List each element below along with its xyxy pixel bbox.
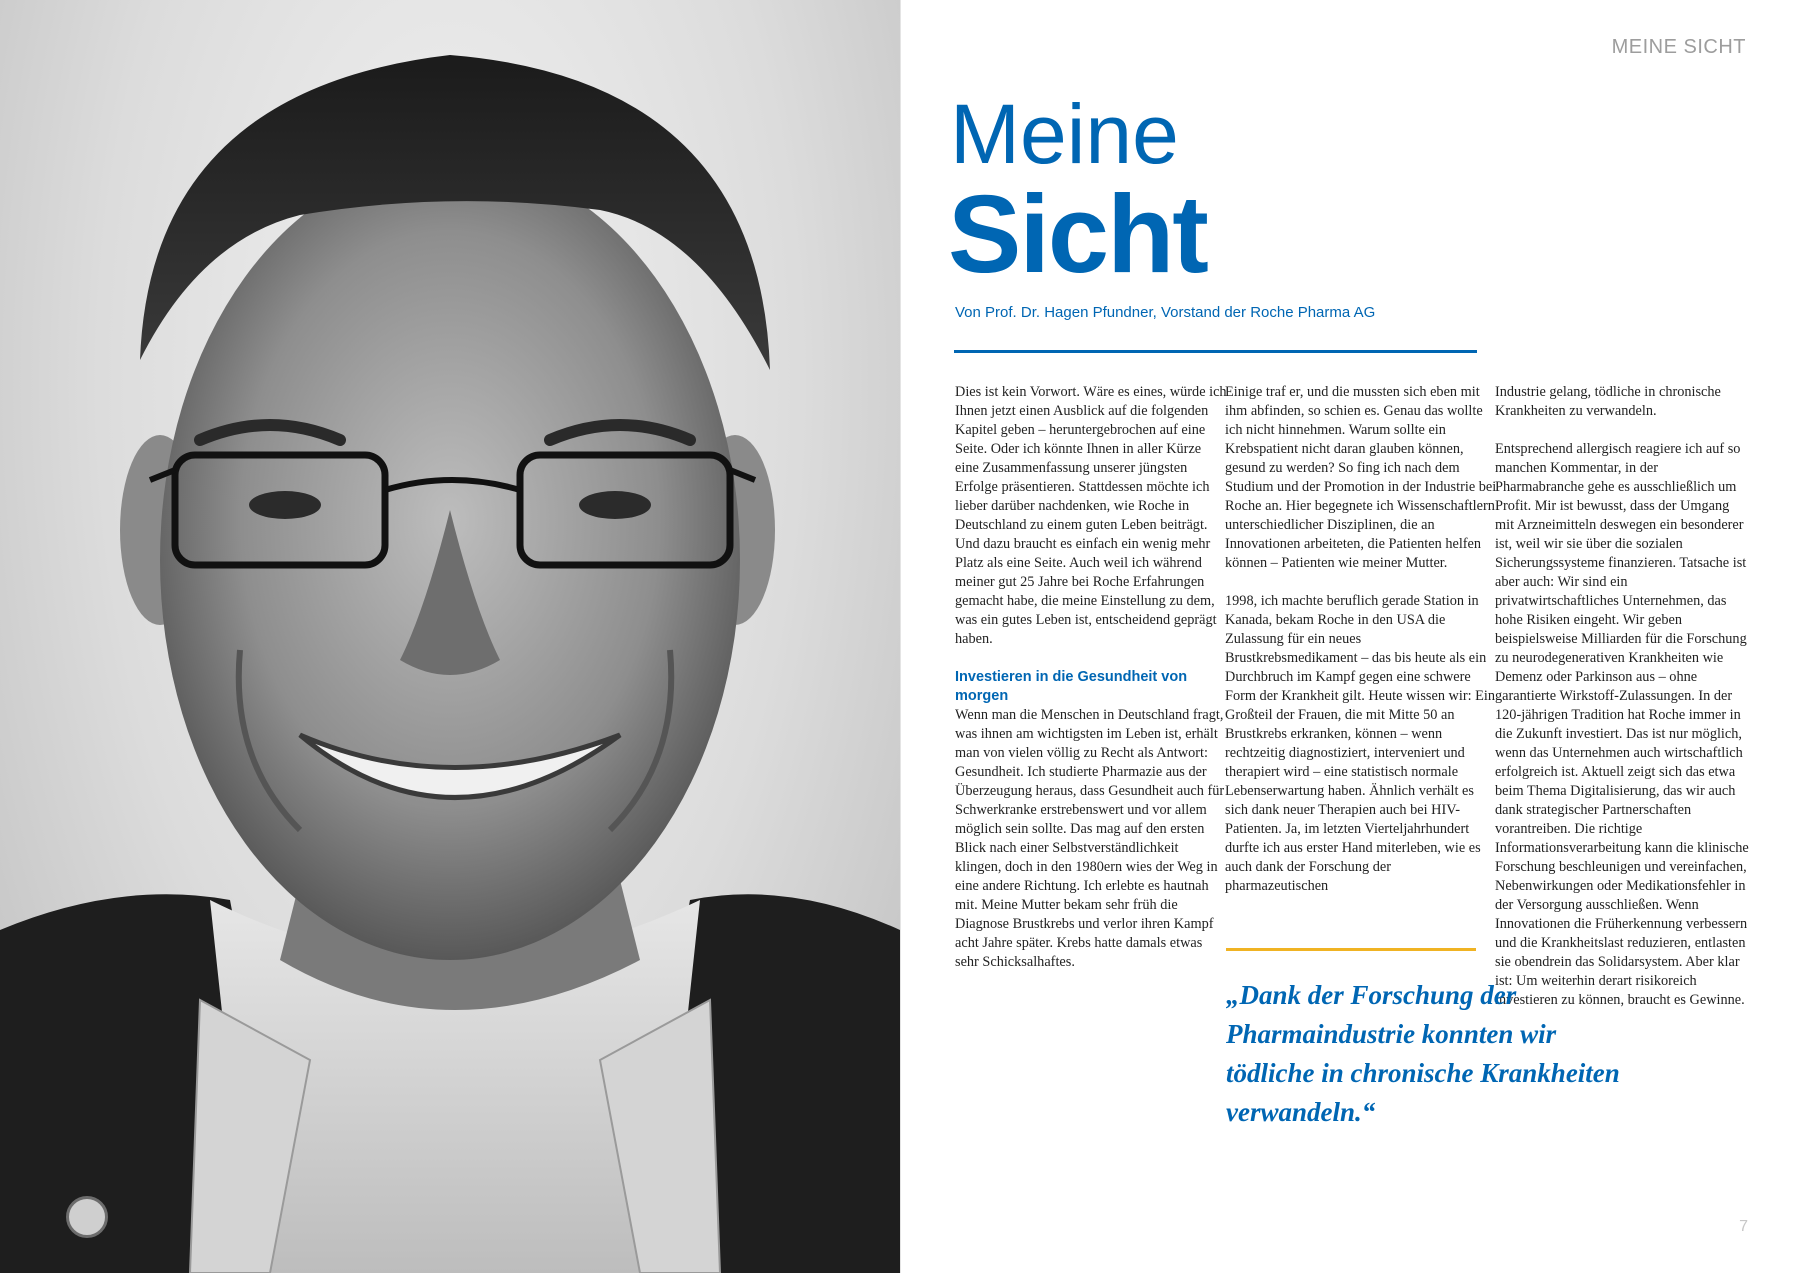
article-column-3 (1495, 383, 1750, 1029)
pull-quote: „Dank der Forschung der Pharmaindustrie konnten wir tödliche in chronische Krankheiten verwandeln.“ (1226, 980, 1620, 1127)
lapel-pin-icon (66, 1196, 108, 1238)
subheading: Investieren in die Gesundheit von morgen (955, 669, 1188, 704)
paragraph: 1998, ich machte beruflich gerade Station in Kanada, bekam Roche in den USA die Zulassung für ein neues Brustkrebsmedikament – das bis heute als ein Durchbruch im Kampf gegen eine schwere Form der Krankheit gilt. Heute wissen wir: Ein Großteil der Frauen, die mit Mitte 50 an Brustkrebs erkranken, können – wenn rechtzeitig diagnostiziert, interveniert und therapiert wird – eine statistisch normale Lebenserwartung haben. Ähnlich verhält es sich dank neuer Therapien auch bei HIV-Patienten. Ja, im letzten Vierteljahrhundert durfte ich aus erster Hand miterleben, wie es auch dank der Forschung der pharmazeutischen (1225, 593, 1496, 894)
paragraph: Entsprechend allergisch reagiere ich auf so manchen Kommentar, in der Pharmabranche gehe es ausschließlich um Profit. Mir ist bewusst, dass der Umgang mit Arzneimitteln deswegen ein besonderer ist, weil wir sie über die sozialen Sicherungssysteme finanzieren. Tatsache ist aber auch: Wir sind ein privatwirtschaftliches Unternehmen, das hohe Risiken eingeht. Wir geben beispielsweise Milliarden für die Forschung zu neurodegenerativen Krankheiten wie Demenz oder Parkinson aus – ohne garantierte Wirkstoff-Zulassungen. In der 120-jährigen Tradition hat Roche immer in die Zukunft investiert. Das ist nur möglich, wenn das Unternehmen auch wirtschaftlich erfolgreich ist. Aktuell zeigt sich das etwa beim Thema Digitalisierung, das wir auch dank strategischer Partnerschaften vorantreiben. Die richtige Informationsverarbeitung kann die klinische Forschung beschleunigen und vereinfachen, Nebenwirkungen oder Medikationsfehler in der Versorgung ausschließen. Wenn Innovationen die Früherkennung verbessern und die Krankheitslast reduzieren, entlasten sie obendrein das Solidarsystem. Aber klar ist: Um weiterhin derart risikoreich investieren zu können, braucht es Gewinne. (1495, 441, 1749, 1008)
paragraph: Einige traf er, und die mussten sich eben mit ihm abfinden, so schien es. Genau das wollte ich nicht hinnehmen. Warum sollte ein Krebspatient nicht daran glauben können, gesund zu werden? So fing ich nach dem Studium und der Promotion in der Industrie bei Roche an. Hier begegnete ich Wissenschaftlern unterschiedlicher Disziplinen, die an Innovationen arbeiteten, die Patienten helfen können – Patienten wie meiner Mutter. (1225, 384, 1497, 571)
article-column-2 (1225, 383, 1497, 915)
page-number: 7 (1739, 1218, 1748, 1235)
page-title-line1: Meine (950, 87, 1179, 181)
page-divider (900, 0, 901, 1273)
author-byline: Von Prof. Dr. Hagen Pfundner, Vorstand der Roche Pharma AG (955, 304, 1376, 321)
paragraph: Dies ist kein Vorwort. Wäre es eines, würde ich Ihnen jetzt einen Ausblick auf die folgenden Kapitel geben – heruntergebrochen auf eine Seite. Oder ich könnte Ihnen in aller Kürze eine Zusammenfassung unserer jüngsten Erfolge präsentieren. Stattdessen möchte ich lieber darüber nachdenken, wie Roche in Deutschland zu einem guten Leben beiträgt. Und dazu braucht es einfach ein wenig mehr Platz als eine Seite. Auch weil ich während meiner gut 25 Jahre bei Roche Erfahrungen gemacht habe, die meine Einstellung zu dem, was ein gutes Leben ist, entscheidend geprägt haben. (955, 384, 1227, 647)
section-header: MEINE SICHT (1611, 36, 1746, 58)
paragraph: Wenn man die Menschen in Deutschland fragt, was ihnen am wichtigsten im Leben ist, erhält man von vielen völlig zu Recht als Antwort: Gesundheit. Ich studierte Pharmazie aus der Überzeugung heraus, dass Gesundheit auch für Schwerkranke erstrebenswert und vor allem möglich sein sollte. Das mag auf den ersten Blick nach einer Selbstverständlichkeit klingen, doch in den 1980ern wies der Weg in eine andere Richtung. Ich erlebte es hautnah mit. Meine Mutter bekam sehr früh die Diagnose Brustkrebs und verlor ihren Kampf acht Jahre später. Krebs hatte damals etwas sehr Schicksalhaftes. (955, 707, 1225, 970)
paragraph: Industrie gelang, tödliche in chronische Krankheiten zu verwandeln. (1495, 384, 1721, 419)
page-title-line2: Sicht (948, 173, 1207, 296)
quote-divider (1226, 948, 1476, 951)
title-divider (954, 350, 1477, 353)
article-column-1 (955, 383, 1227, 991)
